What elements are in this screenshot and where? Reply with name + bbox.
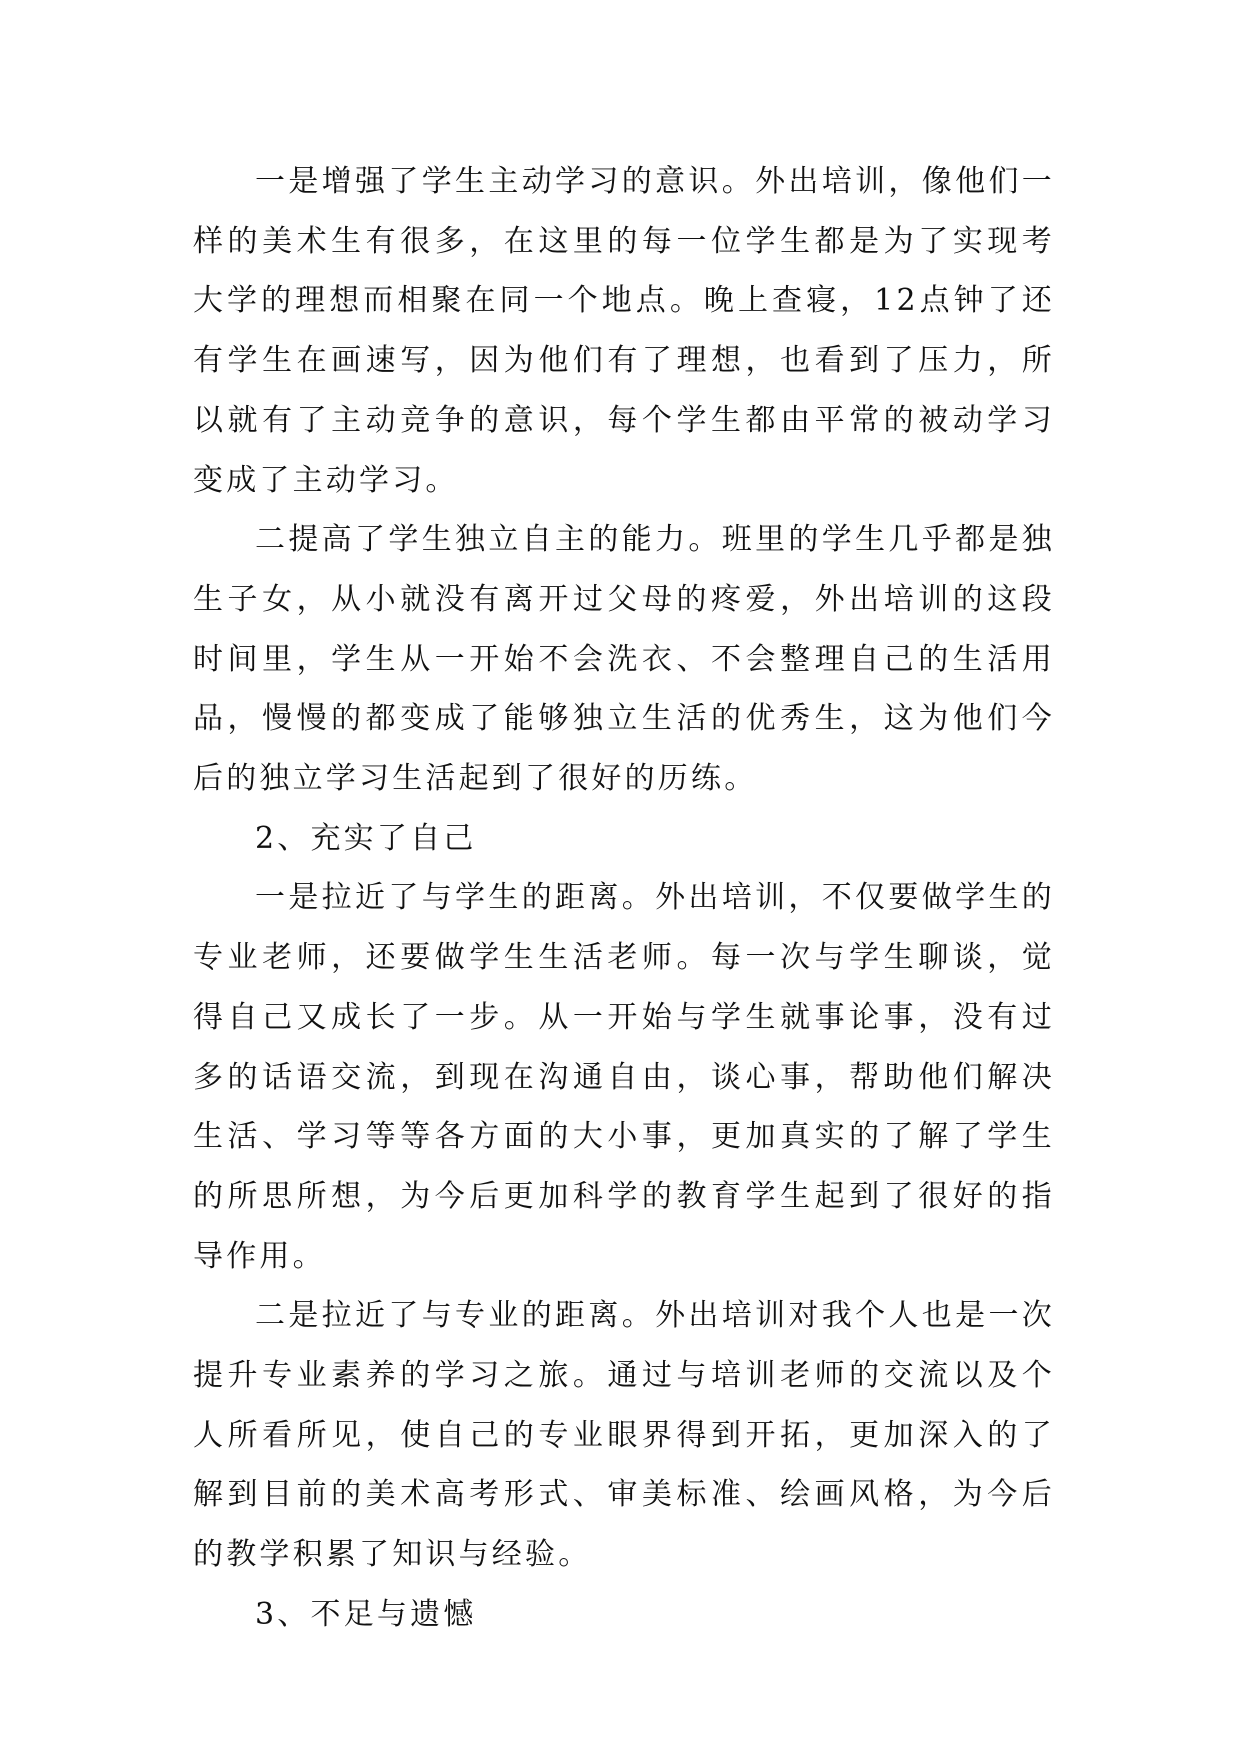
paragraph-student-independence: 二提高了学生独立自主的能力。班里的学生几乎都是独生子女，从小就没有离开过父母的疼爱，外出培训的这段时间里，学生从一开始不会洗衣、不会整理自己的生活用品，慢慢的都变成了能够独立生活的优秀生，这为他们今后的独立学习生活起到了很好的历练。 — [193, 522, 1055, 797]
document-body — [193, 152, 1055, 1645]
paragraph-student-initiative: 一是增强了学生主动学习的意识。外出培训，像他们一样的美术生有很多，在这里的每一位学生都是为了实现考大学的理想而相聚在同一个地点。晚上查寝，12点钟了还有学生在画速写，因为他们有了理想，也看到了压力，所以就有了主动竞争的意识，每个学生都由平常的被动学习变成了主动学习。 — [193, 164, 1055, 498]
paragraph-closer-to-profession: 二是拉近了与专业的距离。外出培训对我个人也是一次提升专业素养的学习之旅。通过与培训老师的交流以及个人所看所见，使自己的专业眼界得到开拓，更加深入的了解到目前的美术高考形式、审美标准、绘画风格，为今后的教学积累了知识与经验。 — [193, 1298, 1055, 1573]
section-heading-shortcomings: 3、不足与遗憾 — [255, 1596, 477, 1632]
section-heading-enrich-self: 2、充实了自己 — [255, 820, 477, 856]
paragraph-closer-to-students: 一是拉近了与学生的距离。外出培训，不仅要做学生的专业老师，还要做学生生活老师。每一次与学生聊谈，觉得自己又成长了一步。从一开始与学生就事论事，没有过多的话语交流，到现在沟通自由，谈心事，帮助他们解决生活、学习等等各方面的大小事，更加真实的了解了学生的所思所想，为今后更加科学的教育学生起到了很好的指导作用。 — [193, 880, 1055, 1274]
